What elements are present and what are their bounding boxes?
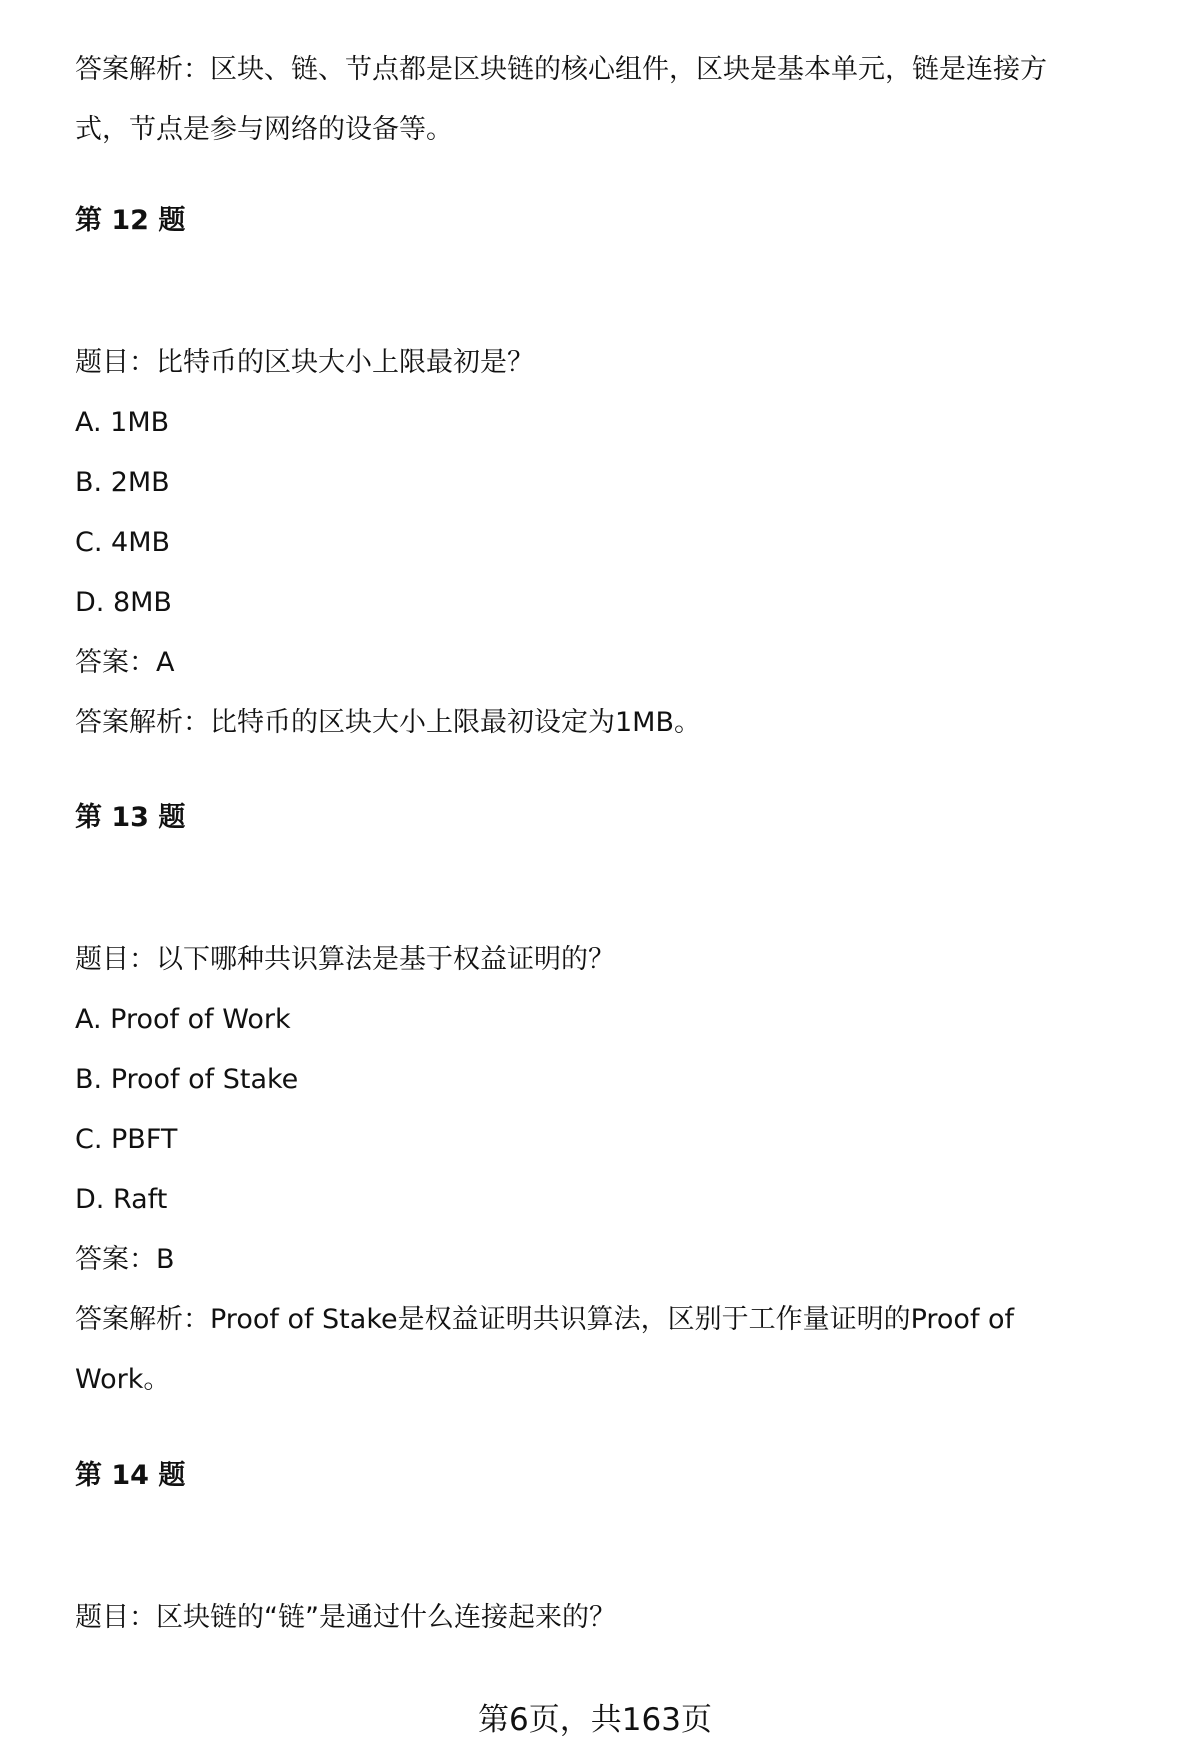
option-b: B. 2MB [75, 467, 170, 498]
answer: 答案：A [75, 647, 175, 678]
explanation-line: 答案解析：区块、链、节点都是区块链的核心组件，区块是基本单元，链是连接方 [75, 54, 1047, 85]
explanation-line: Work。 [75, 1364, 171, 1395]
question-heading: 第 14 题 [75, 1460, 186, 1491]
option-d: D. Raft [75, 1184, 168, 1215]
option-b: B. Proof of Stake [75, 1064, 299, 1095]
option-c: C. PBFT [75, 1124, 178, 1155]
question-text: 题目：区块链的“链”是通过什么连接起来的？ [75, 1602, 616, 1633]
option-d: D. 8MB [75, 587, 172, 618]
option-a: A. Proof of Work [75, 1004, 291, 1035]
answer: 答案：B [75, 1244, 175, 1275]
question-text: 题目：以下哪种共识算法是基于权益证明的？ [75, 944, 615, 975]
question-heading: 第 12 题 [75, 205, 186, 236]
option-c: C. 4MB [75, 527, 171, 558]
page-footer: 第6页，共163页 [478, 1702, 712, 1738]
explanation-line: 答案解析：Proof of Stake是权益证明共识算法，区别于工作量证明的Proof of [75, 1304, 1015, 1335]
question-text: 题目：比特币的区块大小上限最初是？ [75, 347, 534, 378]
explanation-line: 答案解析：比特币的区块大小上限最初设定为1MB。 [75, 707, 701, 738]
explanation-line: 式，节点是参与网络的设备等。 [75, 114, 453, 145]
option-a: A. 1MB [75, 407, 170, 438]
question-heading: 第 13 题 [75, 802, 186, 833]
